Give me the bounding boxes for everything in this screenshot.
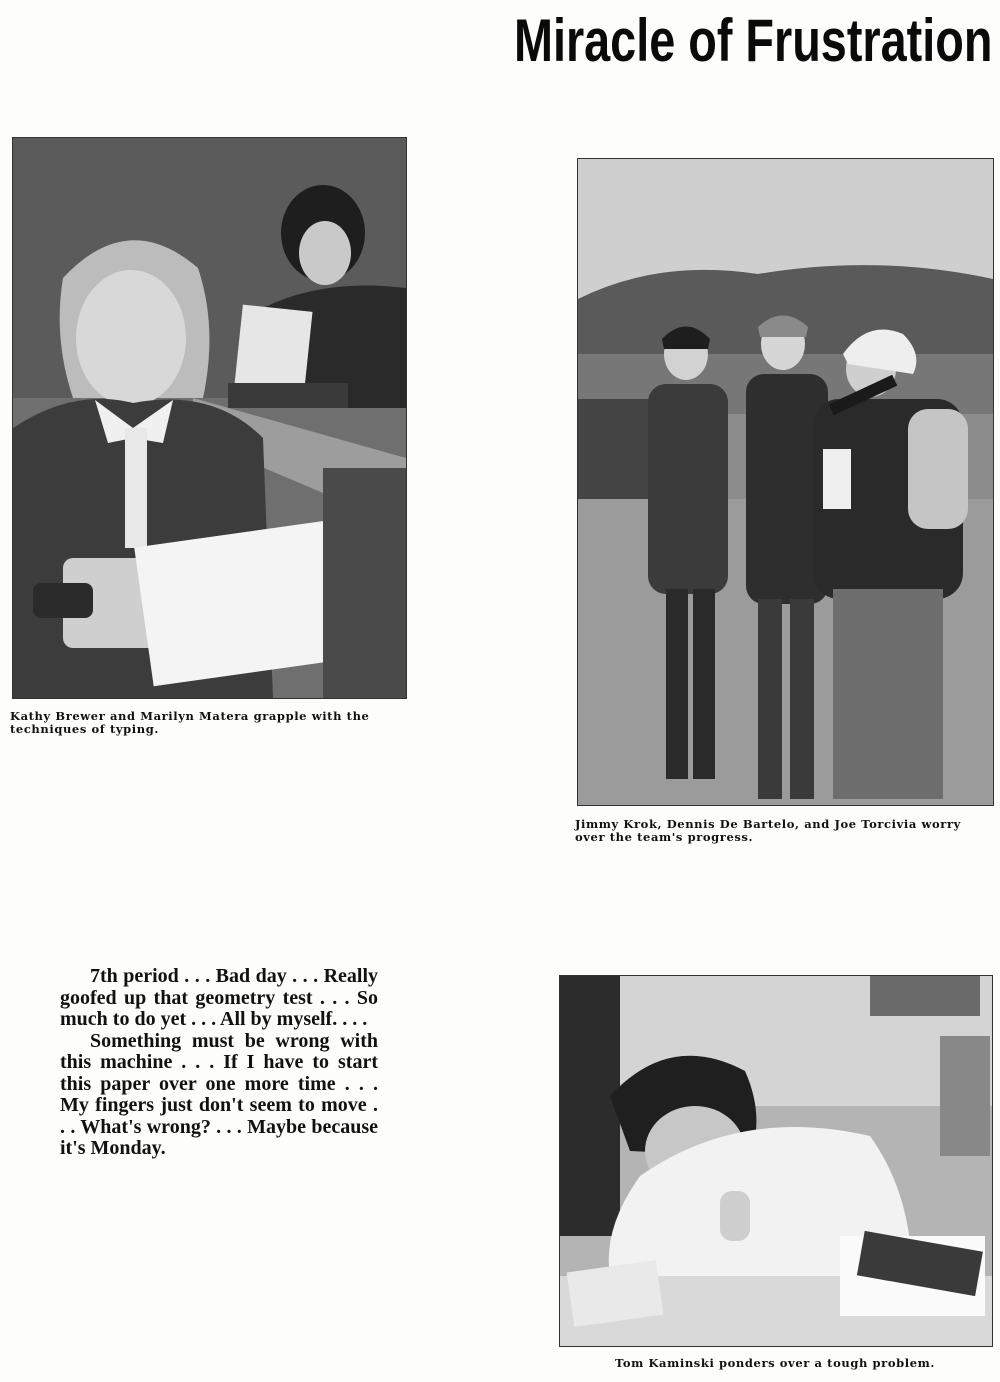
photo-typing-class — [12, 137, 407, 699]
body-paragraph-1: 7th period . . . Bad day . . . Really goofed up that geometry test . . . So much to do yet . . . All by myself. . . . — [60, 965, 378, 1030]
student-at-desk-illustration — [560, 976, 992, 1346]
page-title: Miracle of Frustration — [513, 7, 992, 74]
body-paragraph-2: Something must be wrong with this machine . . . If I have to start this paper over one more time . . . My fingers just don't seem to move . . . What's wrong? . . . Maybe because it's Monday. — [60, 1029, 378, 1159]
photo-student-at-desk — [559, 975, 993, 1347]
football-field-illustration — [578, 159, 993, 805]
typing-class-illustration — [13, 138, 406, 698]
caption-football-field: Jimmy Krok, Dennis De Bartelo, and Joe Torcivia worry over the team's progress. — [575, 817, 961, 844]
body-text — [60, 966, 378, 1160]
caption-typing-class: Kathy Brewer and Marilyn Matera grapple with the techniques of typing. — [10, 709, 370, 736]
caption-student-at-desk: Tom Kaminski ponders over a tough problem. — [614, 1356, 935, 1370]
photo-football-field — [577, 158, 994, 806]
